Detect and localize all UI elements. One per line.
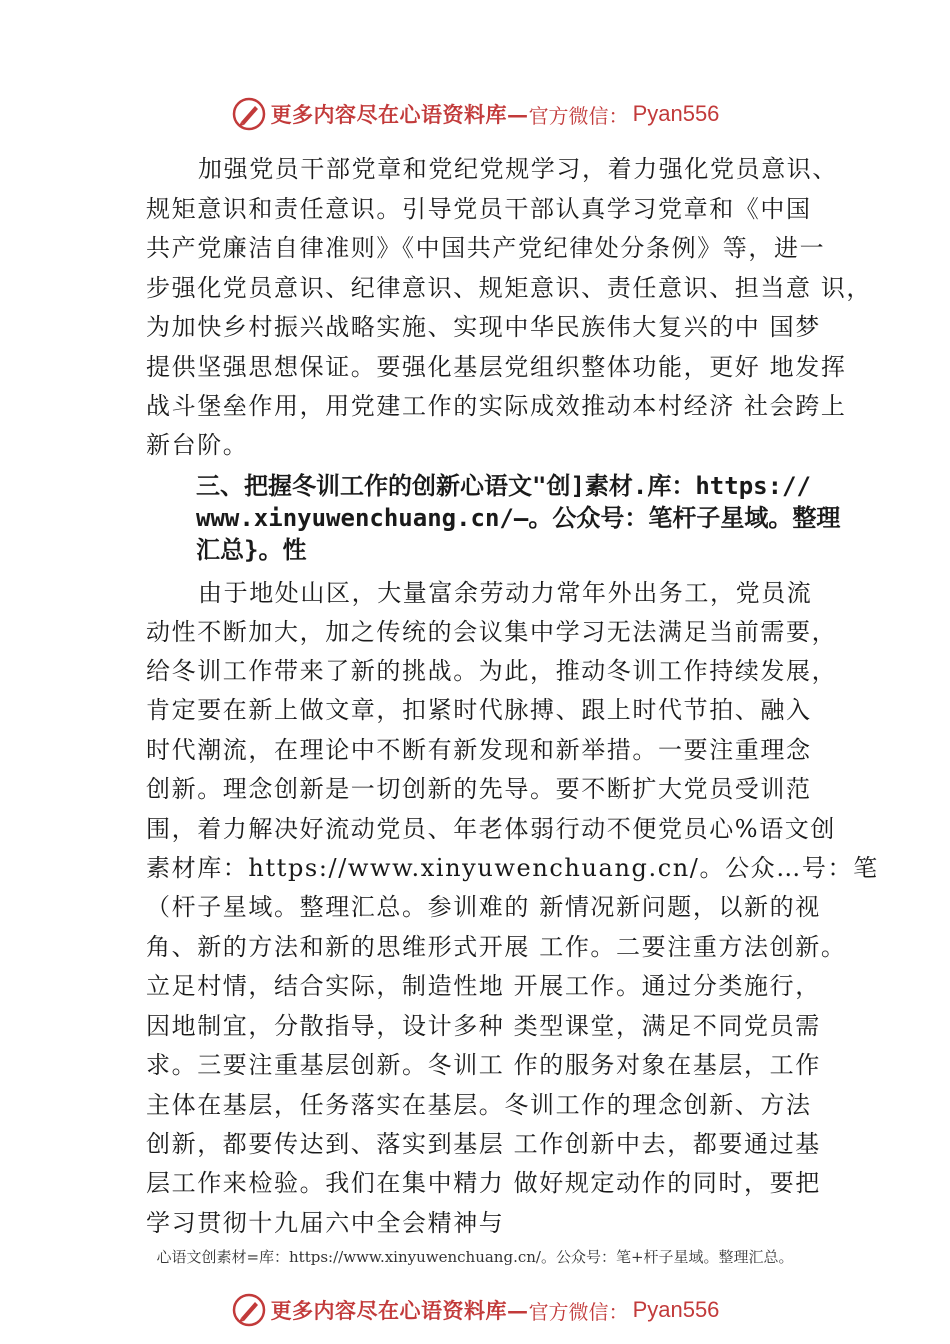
section-heading-line: 三、把握冬训工作的创新心语文"创]素材.库：https:// — [196, 472, 811, 500]
paragraph1-line: 战斗堡垒作用，用党建工作的实际成效推动本村经济 社会跨上 — [146, 392, 847, 420]
paragraph2-line: 立足村情，结合实际，制造性地 开展工作。通过分类施行， — [146, 972, 821, 1000]
watermark-wechat-id: Pyan556 — [632, 101, 720, 126]
paragraph1-line: 步强化党员意识、纪律意识、规矩意识、责任意识、担当意 识， — [146, 274, 873, 302]
paragraph1-line: 共产党廉洁自律准则》《中国共产党纪律处分条例》等，进一 — [146, 234, 826, 262]
watermark-wechat-id: Pyan556 — [632, 1297, 720, 1322]
section-heading-line: 汇总}。性 — [196, 536, 307, 564]
paragraph1-line: 新台阶。 — [146, 431, 249, 459]
paragraph2-line: 创新。理念创新是一切创新的先导。要不断扩大党员受训范 — [146, 775, 812, 803]
watermark-label: 官方微信： — [528, 1299, 629, 1324]
paragraph2-line: 肯定要在新上做文章，扣紧时代脉搏、跟上时代节拍、融入 — [146, 696, 812, 724]
footer-watermark — [0, 1288, 950, 1332]
paragraph2-line: 给冬训工作带来了新的挑战。为此，推动冬训工作持续发展， — [146, 657, 838, 685]
pen-logo-icon — [231, 1292, 267, 1328]
paragraph1-line: 提供坚强思想保证。要强化基层党组织整体功能，更好 地发挥 — [146, 353, 847, 381]
header-watermark — [0, 92, 950, 136]
watermark-text: 更多内容尽在心语资料库— — [270, 102, 529, 127]
paragraph2-line: 由于地处山区，大量富余劳动力常年外出务工，党员流 — [198, 579, 813, 607]
paragraph2-line: 因地制宜，分散指导，设计多种 类型课堂，满足不同党员需 — [146, 1012, 821, 1040]
paragraph2-line: 动性不断加大，加之传统的会议集中学习无法满足当前需要， — [146, 618, 838, 646]
section-heading-line: www.xinyuwenchuang.cn/—。公众号：笔杆子星域。整理 — [196, 504, 841, 532]
paragraph2-line: （杆子星域。整理汇总。参训难的 新情况新问题，以新的视 — [146, 893, 821, 921]
paragraph2-line: 角、新的方法和新的思维形式开展 工作。二要注重方法创新。 — [146, 933, 847, 961]
footer-source-note: 心语文创素材=库：https://www.xinyuwenchuang.cn/。公众号：笔+杆子星域。整理汇总。 — [156, 1248, 794, 1266]
paragraph2-line: 时代潮流，在理论中不断有新发现和新举措。一要注重理念 — [146, 736, 812, 764]
paragraph2-line: 主体在基层，任务落实在基层。冬训工作的理念创新、方法 — [146, 1091, 812, 1119]
watermark-text: 更多内容尽在心语资料库— — [270, 1298, 529, 1323]
paragraph1-line: 为加快乡村振兴战略实施、实现中华民族伟大复兴的中 国梦 — [146, 313, 821, 341]
paragraph2-line: 围，着力解决好流动党员、年老体弱行动不便党员心%语文创 — [146, 815, 837, 843]
pen-logo-icon — [231, 96, 267, 132]
paragraph1-line: 加强党员干部党章和党纪党规学习，着力强化党员意识、 — [198, 155, 838, 183]
paragraph2-line: 素材库：https://www.xinyuwenchuang.cn/。公众…号：笔 — [146, 854, 879, 882]
paragraph2-line: 层工作来检验。我们在集中精力 做好规定动作的同时，要把 — [146, 1169, 821, 1197]
paragraph1-line: 规矩意识和责任意识。引导党员干部认真学习党章和《中国 — [146, 195, 812, 223]
paragraph2-line: 求。三要注重基层创新。冬训工 作的服务对象在基层，工作 — [146, 1051, 821, 1079]
watermark-label: 官方微信： — [528, 103, 629, 128]
paragraph2-line: 学习贯彻十九届六中全会精神与 — [146, 1209, 505, 1237]
paragraph2-line: 创新，都要传达到、落实到基层 工作创新中去，都要通过基 — [146, 1130, 821, 1158]
